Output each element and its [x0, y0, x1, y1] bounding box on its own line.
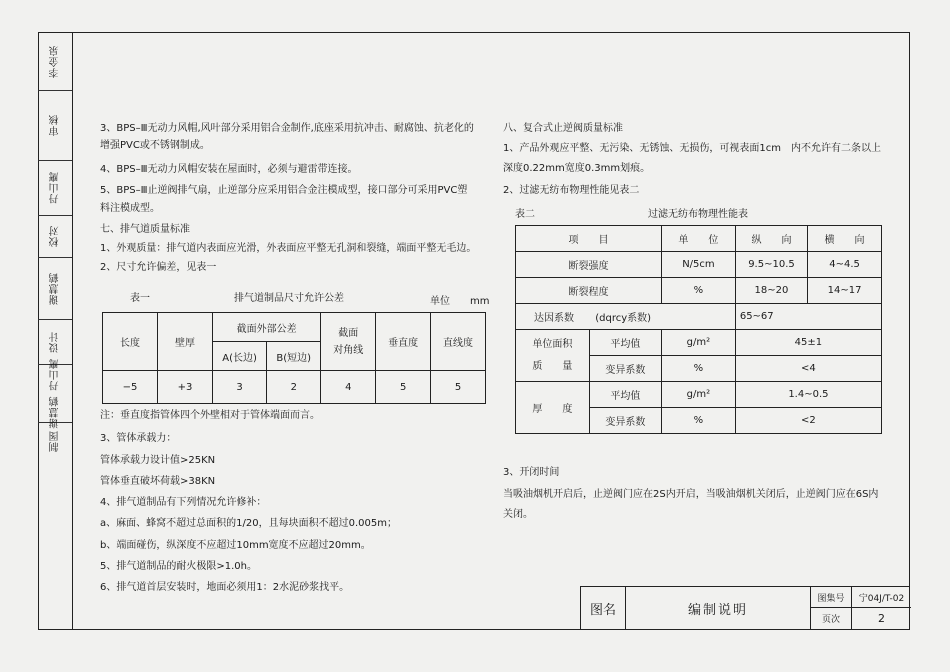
title-block — [580, 586, 910, 630]
table1-unit: 单位 mm — [430, 296, 490, 307]
table-header: A(长边) — [213, 342, 267, 371]
table-cell: g/m² — [662, 330, 736, 356]
table-cell: (dqrcy系数) — [589, 304, 735, 330]
table-header: B(短边) — [267, 342, 321, 371]
table-header: 壁厚 — [158, 313, 213, 371]
text-line: 2、过滤无纺布物理性能见表二 — [503, 185, 640, 196]
table-cell: 1.4~0.5 — [735, 382, 881, 408]
table-cell: 5 — [376, 371, 431, 404]
note-line: 注：垂直度指管体四个外壁相对于管体端面而言。 — [100, 410, 320, 421]
text-line: 料注模成型。 — [100, 203, 160, 214]
text-line: 增强PVC或不锈钢制成。 — [100, 140, 210, 151]
table-cell: N/5cm — [662, 252, 736, 278]
table-cell: 厚 度 — [516, 382, 590, 434]
table-header: 垂直度 — [376, 313, 431, 371]
sidebar-cell: 审核 — [49, 114, 61, 136]
text-line: 5、BPS–Ⅲ止逆阀排气扇，止逆部分应采用铝合金注模成型，接口部分可采用PVC塑 — [100, 185, 468, 196]
title-label: 图名 — [581, 587, 626, 629]
table-cell: % — [662, 408, 736, 434]
table-cell: 平均值 — [589, 330, 661, 356]
table-cell: −5 — [103, 371, 158, 404]
table1-label: 表一 — [130, 293, 150, 304]
section-heading: 八、复合式止逆阀质量标准 — [503, 123, 623, 134]
page-number: 2 — [878, 612, 885, 625]
table-header: 纵 向 — [735, 226, 807, 252]
page-number-label: 页次 — [811, 608, 852, 629]
text-line: a、麻面、蜂窝不超过总面积的1/20，且每块面积不超过0.005m； — [100, 518, 397, 529]
table-cell: 65~67 — [735, 304, 881, 330]
text-line: 当吸油烟机开启后，止逆阀门应在2S内开启，当吸油烟机关闭后，止逆阀门应在6S内 — [503, 489, 879, 500]
table-cell: 断裂强度 — [516, 252, 662, 278]
table-cell: 3 — [213, 371, 267, 404]
text-line: 6、排气道首层安装时，地面必须用1：2水泥砂浆找平。 — [100, 582, 350, 593]
table-header: 长度 — [103, 313, 158, 371]
table-cell: 变异系数 — [589, 408, 661, 434]
text-line: 管体垂直破坏荷载>38KN — [100, 476, 216, 487]
table-cell: % — [662, 278, 736, 304]
table-cell: 4 — [321, 371, 376, 404]
table2-title: 过滤无纺布物理性能表 — [648, 209, 748, 220]
table-header: 截面 对角线 — [321, 313, 376, 371]
text-line: b、端面碰伤，纵深度不应超过10mm宽度不应超过20mm。 — [100, 540, 371, 551]
table-cell: 4~4.5 — [808, 252, 882, 278]
sidebar-cell: 校对 — [49, 225, 61, 247]
section-heading: 七、排气道质量标准 — [100, 224, 190, 235]
section-heading: 3、开闭时间 — [503, 467, 560, 478]
table-header: 单 位 — [662, 226, 736, 252]
table-cell: 45±1 — [735, 330, 881, 356]
table-cell: 9.5~10.5 — [735, 252, 807, 278]
sidebar-cell: 丹山鹰 — [49, 171, 61, 204]
table-cell: 18~20 — [735, 278, 807, 304]
table-cell: % — [662, 356, 736, 382]
text-line: 深度0.22mm宽度0.3mm划痕。 — [503, 163, 651, 174]
table-header: 直线度 — [431, 313, 486, 371]
table-header: 截面外部公差 — [213, 313, 321, 342]
sidebar-cell: 制图 — [49, 430, 61, 452]
table-cell: 5 — [431, 371, 486, 404]
tolerance-table — [102, 312, 486, 404]
sidebar-cell: 谢慧鹤 — [49, 271, 61, 305]
table-cell: 达因系数 — [516, 304, 590, 330]
table-header: 项 目 — [516, 226, 662, 252]
signature-sidebar — [38, 32, 73, 630]
table-header: 横 向 — [808, 226, 882, 252]
text-line: 5、排气道制品的耐火极限>1.0h。 — [100, 561, 257, 572]
table-cell: +3 — [158, 371, 213, 404]
atlas-number-label: 图集号 — [811, 587, 852, 608]
table2-label: 表二 — [515, 209, 535, 220]
sidebar-cell: 李金泉 — [49, 44, 61, 78]
text-line: 关闭。 — [503, 509, 533, 520]
text-line: 3、BPS–Ⅲ无动力风帽,风叶部分采用铝合金制作,底座采用抗冲击、耐腐蚀、抗老化的 — [100, 123, 474, 134]
table1-title: 排气道制品尺寸允许公差 — [234, 293, 344, 304]
fabric-properties-table — [515, 225, 882, 434]
drawing-title: 编制说明 — [626, 587, 811, 629]
table-cell: 单位面积 质 量 — [516, 330, 590, 382]
text-line: 4、排气道制品有下列情况允许修补： — [100, 497, 267, 508]
text-line: 3、管体承载力： — [100, 433, 177, 444]
table-cell: 平均值 — [589, 382, 661, 408]
text-line: 1、外观质量：排气道内表面应光滑，外表面应平整无孔洞和裂缝，端面平整无毛边。 — [100, 243, 477, 254]
table-cell: 断裂程度 — [516, 278, 662, 304]
text-line: 4、BPS–Ⅲ无动力风帽安装在屋面时，必须与避雷带连接。 — [100, 164, 358, 175]
table-cell: g/m² — [662, 382, 736, 408]
sidebar-cell: 设计 — [49, 330, 61, 353]
text-line: 2、尺寸允许偏差，见表一 — [100, 262, 217, 273]
atlas-number: 宁04J/T-02 — [852, 587, 911, 608]
table-cell: 变异系数 — [589, 356, 661, 382]
text-line: 1、产品外观应平整、无污染、无锈蚀、无损伤，可视表面1cm 内不允许有二条以上 — [503, 143, 881, 154]
table-cell: <4 — [735, 356, 881, 382]
sidebar-cell: 谢慧鹤 丹山鹰 — [49, 357, 61, 429]
table-cell: <2 — [735, 408, 881, 434]
text-line: 管体承载力设计值>25KN — [100, 455, 216, 466]
table-cell: 2 — [267, 371, 321, 404]
table-cell: 14~17 — [808, 278, 882, 304]
